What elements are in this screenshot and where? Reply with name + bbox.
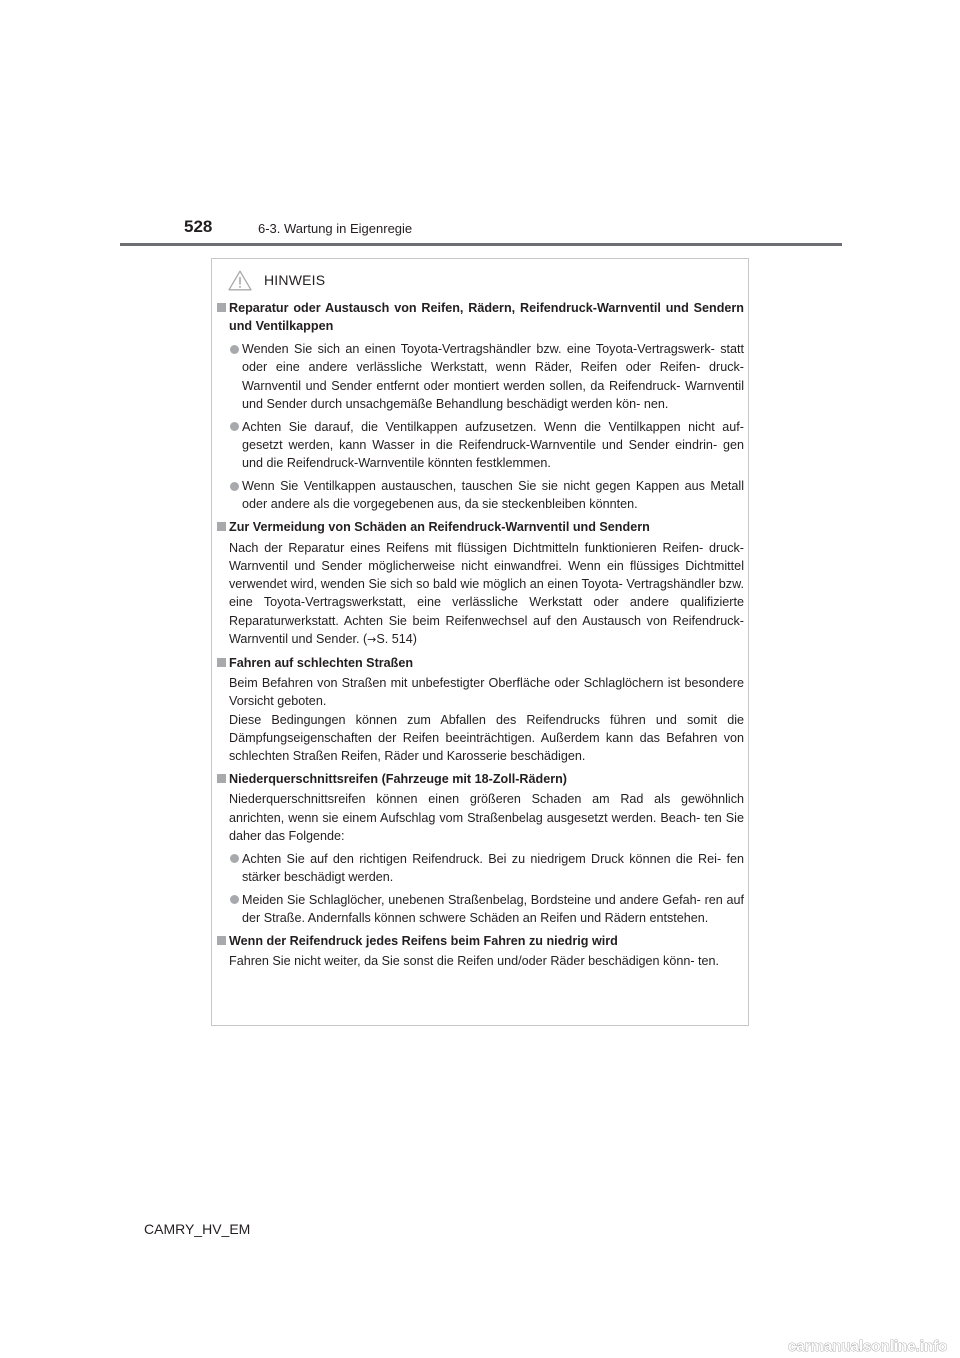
section-heading-text: Niederquerschnittsreifen (Fahrzeuge mit 18-Zoll-Rädern): [229, 772, 567, 787]
watermark: [788, 1336, 958, 1356]
section-heading: [217, 932, 744, 950]
bullet-text: Achten Sie darauf, die Ventilkappen aufzusetzen. Wenn die Ventilkappen nicht auf- gesetzt werden, kann Wasser in die Reifendruck-Warnventile und Sender eindrin- gen und die Reifendruck-Warnventile könnten festklemmen.: [242, 419, 744, 471]
section-paragraph: [217, 952, 744, 970]
section-paragraph: [217, 711, 744, 766]
bullet-item: [217, 418, 744, 473]
arrow-right-icon: →: [367, 633, 377, 647]
round-bullet-icon: [230, 422, 239, 431]
bullet-text: Meiden Sie Schlaglöcher, unebenen Straßenbelag, Bordsteine und andere Gefah- ren auf der Straße. Andernfalls können schwere Schäden an Reifen und Rädern entstehen.: [242, 892, 744, 926]
watermark-text: carmanualsonline.info: [788, 1338, 948, 1355]
section-paragraph: [217, 790, 744, 845]
bullet-item: [217, 340, 744, 413]
notice-body: [217, 299, 744, 971]
section-heading-text: Zur Vermeidung von Schäden an Reifendruck-Warnventil und Sendern: [229, 520, 650, 535]
section-heading-text: Reparatur oder Austausch von Reifen, Rädern, Reifendruck-Warnventil und Sendern und Ventilkappen: [229, 301, 744, 334]
round-bullet-icon: [230, 854, 239, 863]
header-divider: [120, 243, 842, 246]
notice-box: [211, 258, 749, 1026]
bullet-item: [217, 850, 744, 887]
square-bullet-icon: [217, 522, 226, 531]
bullet-text: Achten Sie auf den richtigen Reifendruck. Bei zu niedrigem Druck können die Rei- fen stärker beschädigt werden.: [242, 851, 744, 885]
square-bullet-icon: [217, 774, 226, 783]
section-heading-text: Wenn der Reifendruck jedes Reifens beim Fahren zu niedrig wird: [229, 934, 618, 948]
notice-header: [228, 269, 325, 291]
square-bullet-icon: [217, 658, 226, 667]
section-heading: [217, 299, 744, 336]
paragraph-text: Fahren Sie nicht weiter, da Sie sonst die Reifen und/oder Räder beschädigen könn- ten.: [229, 954, 720, 969]
section-heading: [217, 518, 744, 536]
paragraph-text: Niederquerschnittsreifen können einen größeren Schaden am Rad als gewöhnlich anrichten, wenn sie einem Aufschlag vom Straßenbelag ausgesetzt werden. Beach- ten Sie daher das Folgende:: [229, 792, 744, 844]
model-code: CAMRY_HV_EM: [144, 1221, 251, 1237]
bullet-text: Wenden Sie sich an einen Toyota-Vertragshändler bzw. eine Toyota-Vertragswerk- statt oder eine andere verlässliche Werkstatt, wenn Räder, Reifen oder Reifen- druck-Warnventil und Sender entfernt oder montiert werden sollen, da Reifendruck- Warnventil und Sender durch unsachgemäße Behandlung beschädigt werden kön- nen.: [242, 342, 744, 411]
round-bullet-icon: [230, 345, 239, 354]
bullet-text: Wenn Sie Ventilkappen austauschen, tauschen Sie sie nicht gegen Kappen aus Metall oder andere als die vorgegebenen aus, da sie steckenbleiben könnten.: [242, 479, 744, 512]
paragraph-text: Nach der Reparatur eines Reifens mit flüssigen Dichtmitteln funktionieren Reifen- druck-Warnventil und Sender möglicherweise nicht einwandfrei. Wenn ein flüssiges Dichtmittel verwendet wird, wenden Sie sich so bald wie möglich an einen Toyota- Vertragshändler bzw. eine Toyota-Vertragswerkstatt, eine verlässliche Werkstatt oder andere qualifizierte Reparaturwerkstatt. Achten Sie beim Reifenwechsel auf den Austausch von Reifendruck-Warnventil und Sender. (: [229, 540, 744, 647]
bullet-item: [217, 891, 744, 928]
round-bullet-icon: [230, 895, 239, 904]
section-title: 6-3. Wartung in Eigenregie: [258, 221, 413, 236]
round-bullet-icon: [230, 482, 239, 491]
section-paragraph: [217, 674, 744, 711]
page-reference-link[interactable]: S. 514): [376, 632, 417, 647]
warning-triangle-icon: [228, 270, 252, 291]
section-heading: [217, 654, 744, 672]
bullet-item: [217, 477, 744, 514]
page-number: 528: [184, 217, 213, 236]
square-bullet-icon: [217, 303, 226, 312]
section-heading-text: Fahren auf schlechten Straßen: [229, 655, 414, 670]
paragraph-text: Diese Bedingungen können zum Abfallen des Reifendrucks führen und somit die Dämpfungseigenschaften der Reifen beeinträchtigen. Außerdem kann das Befahren von schlechten Straßen Reifen, Räder und Karosserie beschädigen.: [229, 712, 744, 764]
paragraph-text: Beim Befahren von Straßen mit unbefestigter Oberfläche oder Schlaglöchern ist besondere Vorsicht geboten.: [229, 676, 744, 709]
square-bullet-icon: [217, 936, 226, 945]
notice-title: HINWEIS: [264, 272, 326, 288]
section-paragraph: [217, 539, 744, 650]
section-heading: [217, 770, 744, 788]
